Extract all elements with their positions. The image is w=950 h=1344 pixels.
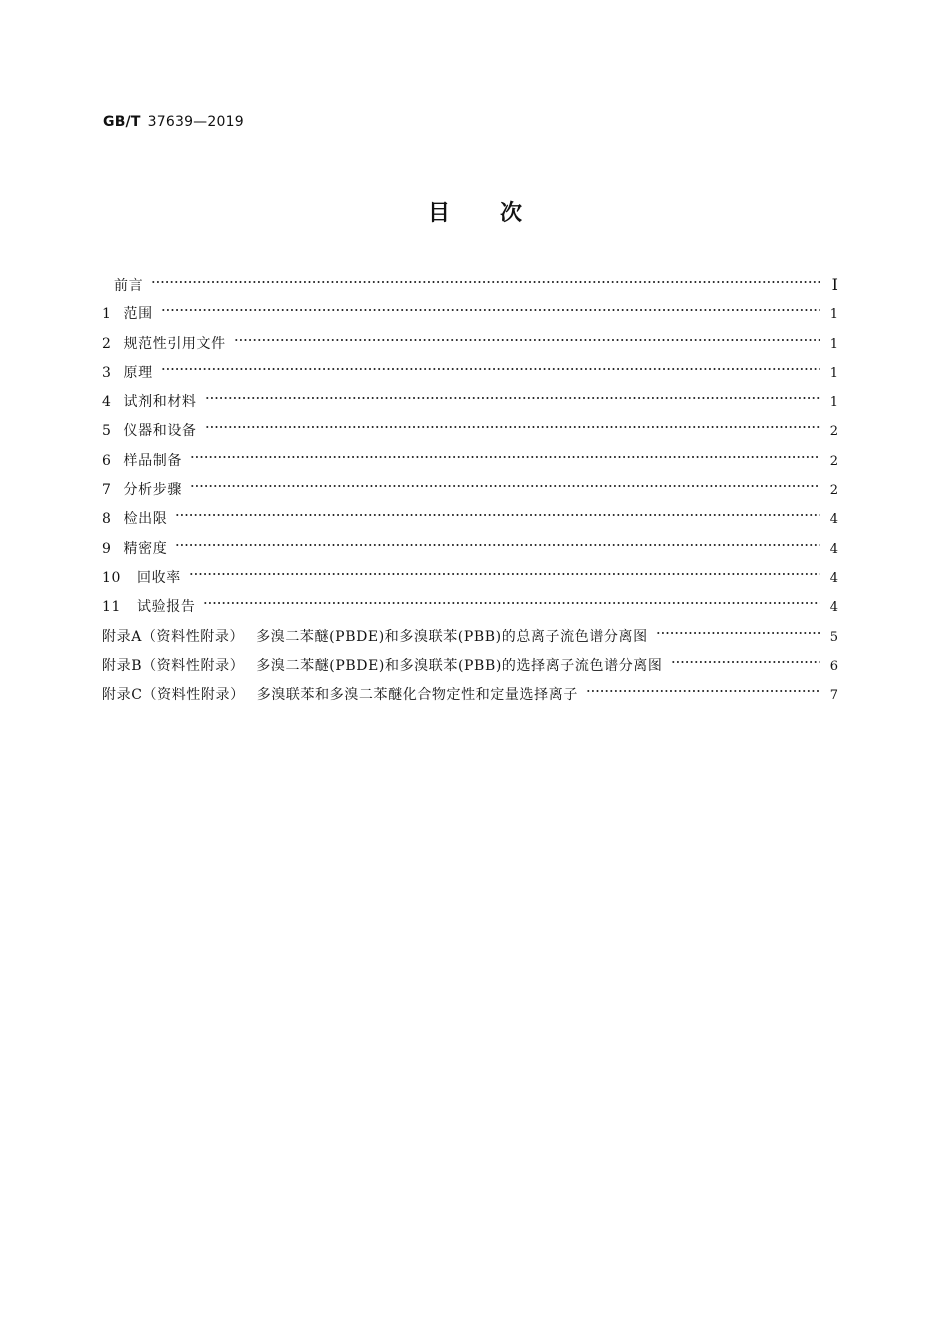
toc-entry-page: 2 — [829, 483, 838, 499]
toc-entry-section: 3 — [102, 364, 112, 381]
toc-entry-label — [102, 538, 167, 560]
toc-entry-appendix[interactable] — [102, 684, 838, 713]
standard-year-number: 37639—2019 — [147, 114, 244, 130]
toc-entry-label — [102, 567, 181, 589]
toc-dot-leader — [671, 653, 821, 667]
toc-dot-leader — [234, 331, 820, 345]
toc-dot-leader — [203, 594, 820, 608]
toc-entry-page: 2 — [829, 424, 838, 440]
toc-entry[interactable] — [102, 391, 838, 420]
toc-entry[interactable] — [102, 450, 838, 479]
toc-entry-page: 1 — [829, 307, 838, 323]
toc-entry[interactable] — [102, 362, 838, 391]
toc-entry-text: 试剂和材料 — [123, 394, 197, 411]
toc-entry-text: 规范性引用文件 — [123, 335, 226, 352]
toc-dot-leader — [175, 506, 820, 520]
toc-entry[interactable] — [102, 508, 838, 537]
toc-dot-leader — [189, 565, 820, 579]
toc-entry-page: 1 — [829, 336, 838, 352]
toc-entry-label — [102, 596, 195, 618]
toc-entry[interactable] — [102, 567, 838, 596]
toc-entry-page: 1 — [829, 365, 838, 381]
toc-entry-label — [102, 450, 182, 472]
toc-entry-section: 2 — [102, 335, 112, 352]
page-title: 目次 — [427, 201, 572, 226]
toc-entry-page: 4 — [829, 570, 838, 586]
standard-number — [103, 114, 244, 130]
toc-dot-leader — [205, 389, 820, 403]
toc-entry-label — [102, 391, 197, 413]
toc-entry-section: 10 — [102, 569, 122, 586]
toc-entry-page: Ⅰ — [831, 275, 838, 294]
toc-dot-leader — [190, 477, 820, 491]
toc-dot-leader — [586, 682, 820, 696]
toc-entry-section: 8 — [102, 511, 112, 528]
standard-code: GB/T — [103, 114, 141, 130]
toc-entry-text: 多溴联苯和多溴二苯醚化合物定性和定量选择离子 — [256, 687, 578, 704]
toc-entry[interactable] — [102, 303, 838, 332]
toc-entry-text: 前言 — [114, 278, 144, 294]
toc-entry-label — [102, 684, 578, 706]
toc-entry-label — [102, 362, 153, 384]
toc-entry-page: 4 — [829, 541, 838, 557]
toc-entry-appendix[interactable] — [102, 626, 838, 655]
toc-entry-section: 附录B（资料性附录） — [102, 657, 245, 674]
toc-dot-leader — [656, 624, 820, 638]
toc-entry-label — [102, 303, 153, 325]
toc-entry-section: 4 — [102, 394, 112, 411]
toc-entry-text: 仪器和设备 — [123, 423, 197, 440]
toc-entry-page: 2 — [829, 453, 838, 469]
toc-entry-text: 精密度 — [123, 540, 168, 557]
toc-dot-leader — [161, 360, 820, 374]
toc-entry[interactable] — [102, 596, 838, 625]
toc-entry-label — [102, 333, 226, 355]
toc-entry-text: 样品制备 — [123, 452, 182, 469]
toc-entry-page: 4 — [829, 512, 838, 528]
toc-dot-leader — [205, 418, 820, 432]
toc-entry[interactable] — [102, 274, 838, 303]
toc-entry-page: 4 — [829, 600, 838, 616]
toc-entry-section: 1 — [102, 306, 112, 323]
toc-dot-leader — [151, 273, 820, 287]
toc-entry-page: 1 — [829, 395, 838, 411]
toc-entry-section: 7 — [102, 482, 112, 499]
toc-entry[interactable] — [102, 538, 838, 567]
toc-entry-section: 5 — [102, 423, 112, 440]
toc-entry-text: 范围 — [123, 306, 153, 323]
toc-entry[interactable] — [102, 420, 838, 449]
toc-entry[interactable] — [102, 479, 838, 508]
toc-entry-text: 多溴二苯醚(PBDE)和多溴联苯(PBB)的选择离子流色谱分离图 — [256, 657, 663, 674]
toc-entry-appendix[interactable] — [102, 655, 838, 684]
toc-entry-text: 回收率 — [137, 569, 181, 586]
toc-entry-page: 5 — [829, 629, 838, 645]
toc-entry-text: 原理 — [123, 364, 153, 381]
toc-entry-section: 6 — [102, 452, 112, 469]
toc-entry-label — [102, 420, 197, 442]
toc-entry-label — [102, 479, 182, 501]
toc-entry-label — [102, 275, 143, 297]
toc-entry-text: 多溴二苯醚(PBDE)和多溴联苯(PBB)的总离子流色谱分离图 — [256, 628, 648, 645]
toc-entry-label — [102, 508, 167, 530]
table-of-contents — [102, 274, 838, 713]
toc-dot-leader — [161, 301, 820, 315]
toc-entry-text: 检出限 — [123, 511, 168, 528]
toc-entry-label — [102, 655, 663, 677]
toc-entry-label — [102, 626, 648, 648]
toc-entry-section: 9 — [102, 540, 112, 557]
toc-dot-leader — [190, 448, 820, 462]
toc-entry-text: 试验报告 — [137, 599, 196, 616]
toc-entry-section: 附录A（资料性附录） — [102, 628, 245, 645]
toc-entry[interactable] — [102, 333, 838, 362]
toc-entry-section: 11 — [102, 599, 122, 616]
toc-dot-leader — [175, 536, 820, 550]
toc-entry-text: 分析步骤 — [123, 482, 182, 499]
toc-entry-section: 附录C（资料性附录） — [102, 687, 245, 704]
toc-entry-page: 7 — [829, 688, 838, 704]
toc-entry-page: 6 — [829, 658, 838, 674]
